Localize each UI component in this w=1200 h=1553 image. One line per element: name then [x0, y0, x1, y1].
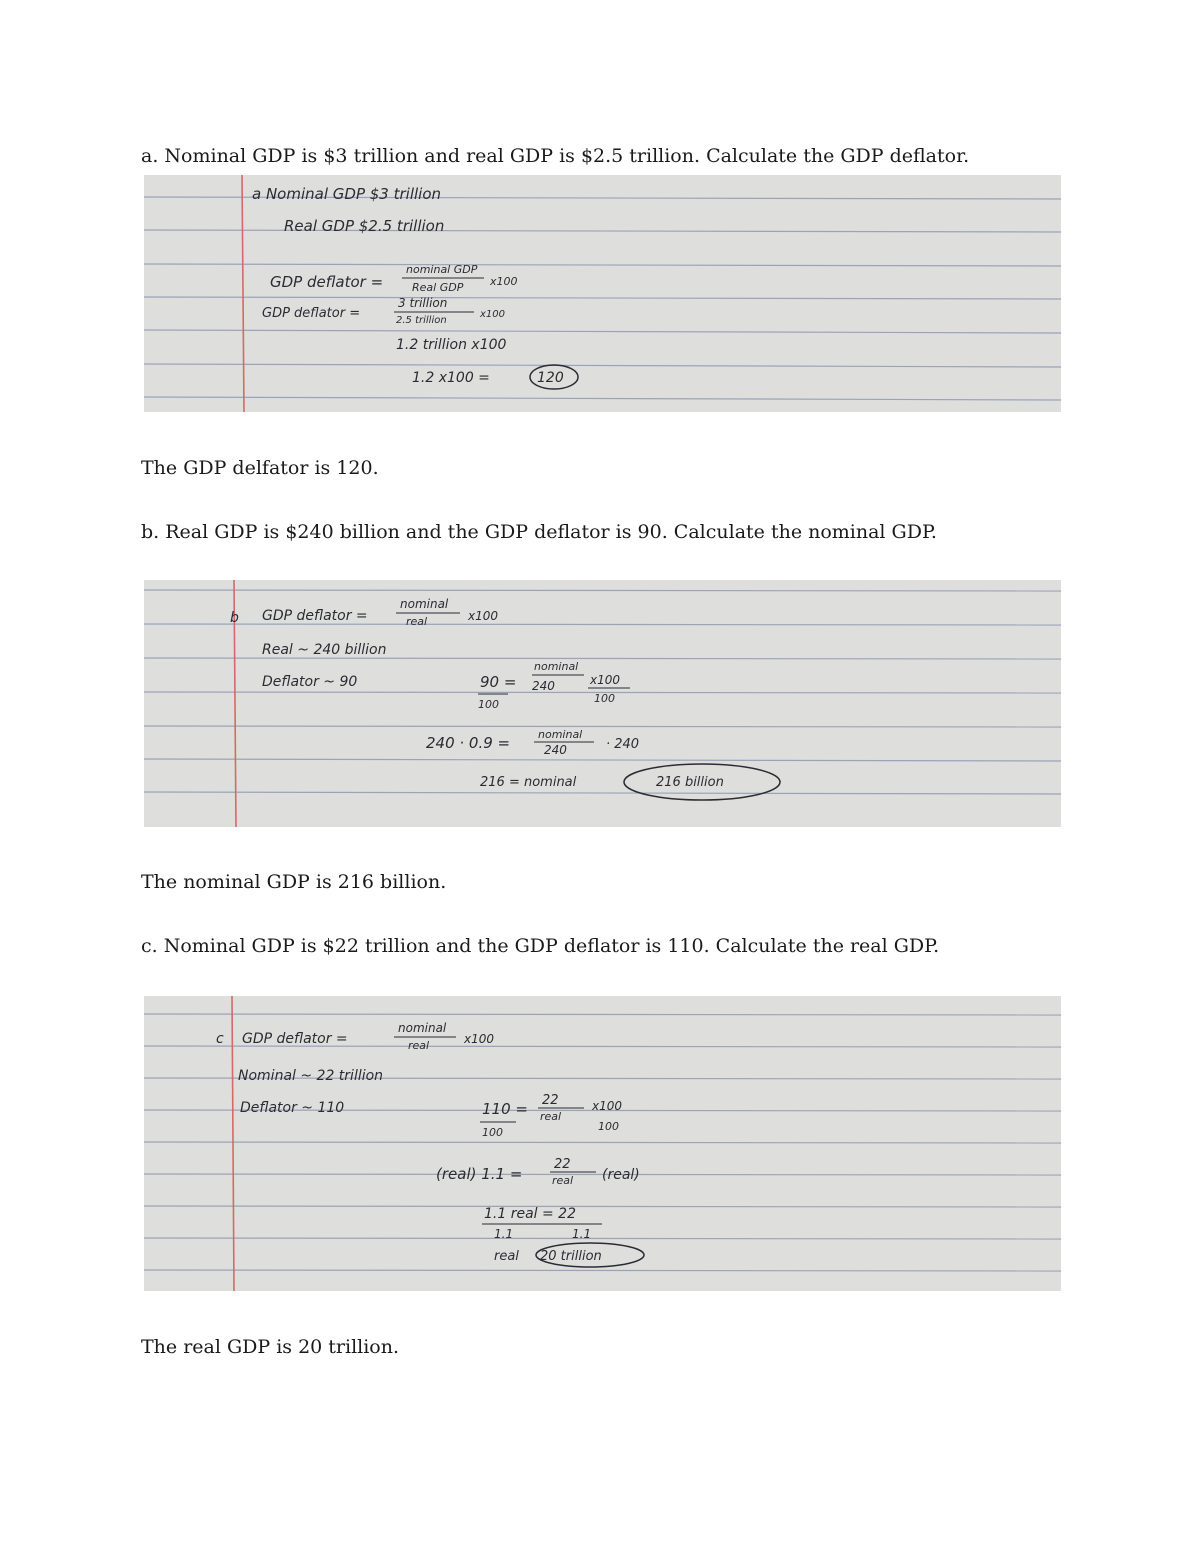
svg-text:GDP deflator =: GDP deflator = — [270, 273, 384, 291]
svg-text:x100: x100 — [480, 309, 506, 320]
svg-text:Real GDP $2.5 trillion: Real GDP $2.5 trillion — [284, 217, 445, 235]
handwritten-work-photo-a — [144, 175, 1061, 412]
svg-text:90 =: 90 = — [480, 673, 517, 691]
svg-text:real: real — [406, 615, 428, 628]
svg-text:Deflator ~ 110: Deflator ~ 110 — [240, 1100, 345, 1116]
svg-text:x100: x100 — [490, 275, 518, 288]
question-c-answer: The real GDP is 20 trillion. — [141, 1336, 400, 1358]
svg-text:22: 22 — [554, 1157, 571, 1172]
svg-text:nominal: nominal — [534, 660, 579, 673]
svg-text:· 240: · 240 — [606, 737, 640, 752]
svg-text:100: 100 — [594, 692, 615, 705]
svg-text:(real) 1.1 =: (real) 1.1 = — [436, 1165, 523, 1183]
svg-text:Nominal ~ 22 trillion: Nominal ~ 22 trillion — [238, 1068, 384, 1084]
svg-text:3 trillion: 3 trillion — [398, 296, 448, 310]
svg-text:(real): (real) — [602, 1167, 640, 1183]
svg-text:100: 100 — [482, 1126, 503, 1139]
svg-text:GDP deflator =: GDP deflator = — [242, 1031, 348, 1047]
svg-text:216 billion: 216 billion — [656, 775, 724, 790]
svg-text:1.2 x100 =: 1.2 x100 = — [412, 370, 490, 386]
svg-text:240: 240 — [532, 679, 555, 693]
svg-text:nominal: nominal — [398, 1021, 447, 1035]
handwritten-work-photo-b — [144, 580, 1061, 827]
svg-text:1.1 real = 22: 1.1 real = 22 — [484, 1206, 576, 1222]
svg-text:120: 120 — [537, 370, 564, 386]
svg-text:1.1: 1.1 — [572, 1227, 592, 1241]
svg-text:nominal GDP: nominal GDP — [406, 263, 478, 276]
svg-text:x100: x100 — [468, 609, 499, 623]
svg-text:real: real — [540, 1110, 562, 1123]
svg-text:x100: x100 — [590, 673, 621, 687]
svg-text:GDP deflator =: GDP deflator = — [262, 608, 368, 624]
svg-text:1.1: 1.1 — [494, 1227, 514, 1241]
question-b-answer: The nominal GDP is 216 billion. — [141, 871, 447, 893]
question-c-prompt: c. Nominal GDP is $22 trillion and the GDP deflator is 110. Calculate the real GDP. — [141, 935, 940, 957]
question-b-prompt: b. Real GDP is $240 billion and the GDP deflator is 90. Calculate the nominal GDP. — [141, 521, 937, 543]
svg-text:GDP deflator =: GDP deflator = — [262, 306, 361, 321]
svg-text:Real GDP: Real GDP — [412, 281, 464, 294]
svg-text:real: real — [408, 1039, 430, 1052]
question-a-answer: The GDP delfator is 120. — [141, 457, 379, 479]
svg-text:b: b — [230, 610, 239, 626]
question-a-prompt: a. Nominal GDP is $3 trillion and real GDP is $2.5 trillion. Calculate the GDP deflator. — [141, 145, 970, 167]
svg-text:1.2 trillion x100: 1.2 trillion x100 — [396, 337, 507, 353]
svg-text:c: c — [216, 1031, 224, 1047]
svg-text:x100: x100 — [464, 1032, 495, 1046]
svg-text:real: real — [552, 1174, 574, 1187]
svg-text:Real ~ 240 billion: Real ~ 240 billion — [262, 642, 387, 658]
svg-text:real: real — [494, 1249, 519, 1264]
svg-text:216 = nominal: 216 = nominal — [480, 775, 577, 790]
svg-text:2.5 trillion: 2.5 trillion — [396, 315, 447, 326]
svg-text:x100: x100 — [592, 1099, 623, 1113]
svg-text:100: 100 — [478, 698, 499, 711]
svg-text:Deflator ~ 90: Deflator ~ 90 — [262, 674, 358, 690]
svg-text:22: 22 — [542, 1093, 559, 1108]
svg-text:nominal: nominal — [400, 597, 449, 611]
svg-text:100: 100 — [598, 1120, 619, 1133]
svg-text:20 trillion: 20 trillion — [540, 1249, 602, 1264]
svg-text:a Nominal GDP $3 trillion: a Nominal GDP $3 trillion — [252, 185, 442, 203]
svg-text:240 · 0.9 =: 240 · 0.9 = — [426, 734, 511, 752]
svg-text:nominal: nominal — [538, 728, 583, 741]
handwritten-work-photo-c — [144, 996, 1061, 1291]
svg-text:240: 240 — [544, 743, 567, 757]
svg-text:110 =: 110 = — [482, 1100, 528, 1118]
